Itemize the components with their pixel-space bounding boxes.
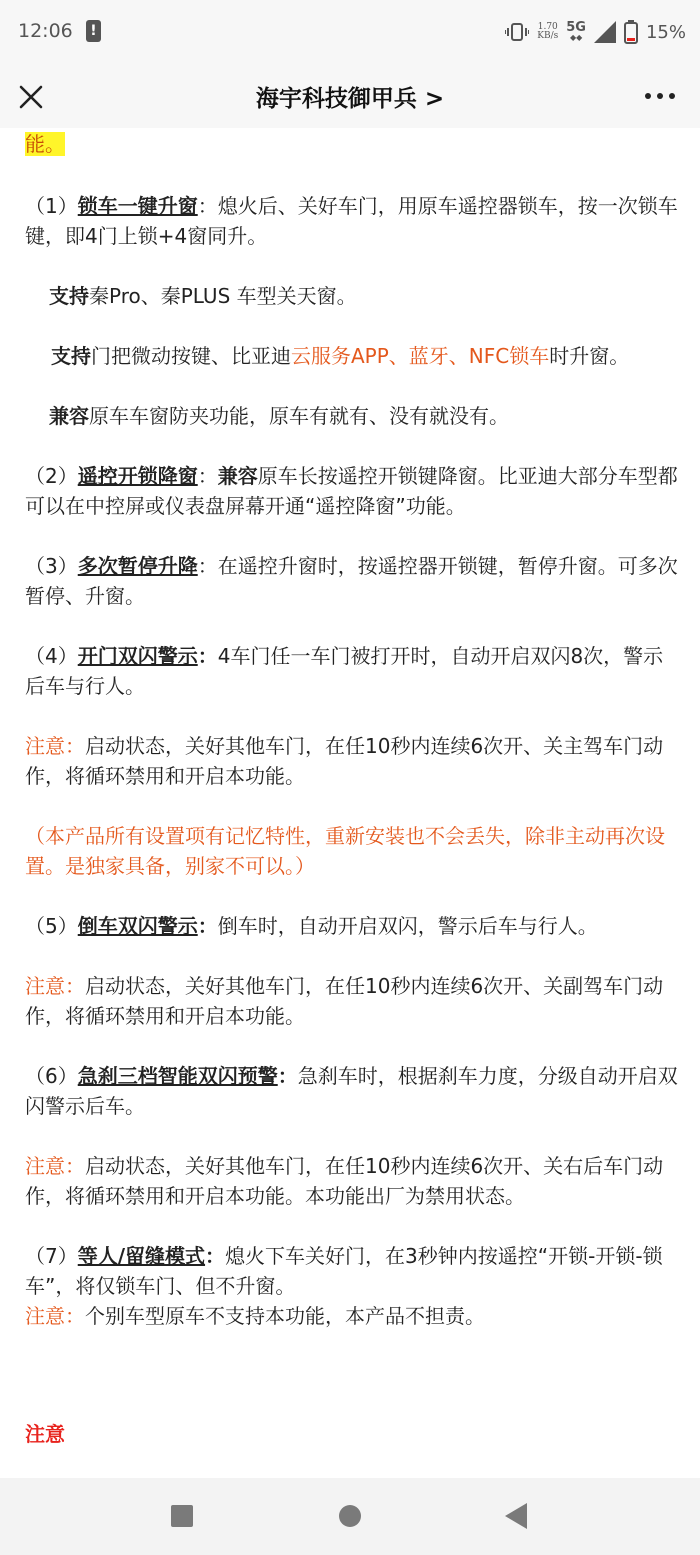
- compat-label: 兼容: [49, 404, 89, 428]
- paren-close: ）: [295, 854, 315, 878]
- support-text-end: 时升窗。: [549, 344, 630, 368]
- status-right: [505, 18, 686, 46]
- signal-icon: [594, 21, 616, 43]
- article-content: [25, 128, 680, 1478]
- network-type: [566, 22, 586, 42]
- note-label: 注意：: [25, 734, 85, 758]
- support-line-2: [25, 341, 680, 371]
- battery-icon: [624, 20, 638, 44]
- back-triangle-icon[interactable]: [503, 1502, 527, 1530]
- note-3: [25, 1151, 680, 1211]
- note-text: 启动状态，关好其他车门，在任10秒内连续6次开、关副驾车门动作，将循环禁用和开启本功能。: [25, 974, 664, 1028]
- paren-open: （: [25, 824, 45, 848]
- section-title: 倒车双闪警示: [77, 914, 198, 938]
- note-4: [25, 1301, 680, 1331]
- note-text: 启动状态，关好其他车门，在任10秒内连续6次开、关主驾车门动作，将循环禁用和开启本功能。: [25, 734, 664, 788]
- net-speed-value: 1.70: [537, 22, 558, 32]
- compat-text: 原车车窗防夹功能，原车有就有、没有就没有。: [89, 404, 509, 428]
- support-text: 秦Pro、秦PLUS 车型关天窗。: [89, 284, 357, 308]
- paragraph-top: [25, 129, 680, 159]
- section-number: （1）: [25, 194, 78, 218]
- section-text: 倒车时，自动开启双闪，警示后车与行人。: [217, 914, 598, 938]
- section-number: （7）: [25, 1244, 78, 1268]
- data-arrows-icon: ◆◆: [569, 33, 583, 42]
- support-label: 支持: [49, 284, 89, 308]
- section-title: 急刹三档智能双闪预警: [77, 1064, 278, 1088]
- memory-note: [25, 821, 680, 881]
- section-text: 原车长按遥控开锁键降窗。比亚迪大部分车型都可以在中控屏或仪表盘屏幕开通“遥控降窗”功能。: [25, 464, 678, 518]
- note-1: [25, 731, 680, 791]
- section-number: （6）: [25, 1064, 78, 1088]
- support-text: 门把微动按键、比亚迪: [91, 344, 291, 368]
- section-text: 4车门任一车门被打开时，自动开启双闪8次，警示后车与行人。: [25, 644, 664, 698]
- note-label: 注意：: [25, 974, 85, 998]
- highlighted-fragment: 能。: [25, 132, 65, 156]
- section-4: [25, 641, 680, 701]
- net-speed-unit: KB/s: [537, 31, 559, 41]
- memory-text: 本产品所有设置项有记忆特性，重新安装也不会丢失，除非主动再次设置。是独家具备，别家不可以。: [25, 824, 665, 878]
- section-colon: ：: [197, 464, 218, 488]
- note-label: 注意：: [25, 1304, 85, 1328]
- compat-line: [25, 401, 680, 431]
- alert-icon: !: [86, 20, 101, 42]
- home-circle-icon[interactable]: [338, 1504, 362, 1528]
- note-2: [25, 971, 680, 1031]
- net-speed: [537, 23, 558, 41]
- section-title: 遥控开锁降窗: [77, 464, 198, 488]
- section-text: 熄火下车关好门，在3秒钟内按遥控“开锁-开锁-锁车”，将仅锁车门、但不升窗。: [25, 1244, 663, 1298]
- section-title: 开门双闪警示: [77, 644, 198, 668]
- network-label: 5G: [566, 20, 586, 35]
- section-5: [25, 911, 680, 941]
- recents-square-icon[interactable]: [170, 1504, 194, 1528]
- section-number: （4）: [25, 644, 78, 668]
- status-bar: [0, 0, 700, 64]
- next-section-heading: 注意: [25, 1422, 65, 1446]
- section-1: [25, 191, 680, 251]
- section-7: [25, 1241, 680, 1301]
- system-nav-bar: [0, 1478, 700, 1555]
- section-title: 多次暂停升降: [77, 554, 198, 578]
- section-colon: ：: [197, 644, 218, 668]
- battery-percent: 15%: [645, 21, 686, 43]
- support-highlight: 云服务APP、蓝牙、NFC锁车: [291, 344, 550, 368]
- status-time: 12:06: [18, 20, 73, 42]
- support-line-1: [25, 281, 680, 311]
- more-icon[interactable]: [642, 84, 678, 108]
- note-label: 注意：: [25, 1154, 85, 1178]
- section-3: [25, 551, 680, 611]
- support-label: 支持: [51, 344, 91, 368]
- vibrate-icon: [505, 22, 529, 42]
- section-number: （3）: [25, 554, 78, 578]
- section-number: （2）: [25, 464, 78, 488]
- section-title: 锁车一键升窗: [77, 194, 198, 218]
- note-text: 个别车型原车不支持本功能，本产品不担责。: [85, 1304, 485, 1328]
- section-6: [25, 1061, 680, 1121]
- section-text: ：熄火后、关好车门，用原车遥控器锁车，按一次锁车键，即4门上锁+4窗同升。: [25, 194, 678, 248]
- section-colon: ：: [277, 1064, 298, 1088]
- section-text: 急刹车时，根据刹车力度，分级自动开启双闪警示后车。: [25, 1064, 678, 1118]
- section-2: [25, 461, 680, 521]
- section-text: ：在遥控升窗时，按遥控器开锁键，暂停升窗。可多次暂停、升窗。: [25, 554, 678, 608]
- section-colon: ：: [205, 1244, 226, 1268]
- compat-label: 兼容: [217, 464, 258, 488]
- note-text: 启动状态，关好其他车门，在任10秒内连续6次开、关右后车门动作，将循环禁用和开启本功能。本功能出厂为禁用状态。: [25, 1154, 664, 1208]
- section-number: （5）: [25, 914, 78, 938]
- nav-bar: [0, 64, 700, 128]
- section-colon: ：: [197, 914, 218, 938]
- section-title: 等人/留缝模式: [77, 1244, 206, 1268]
- account-title[interactable]: 海宇科技御甲兵 >: [255, 86, 445, 112]
